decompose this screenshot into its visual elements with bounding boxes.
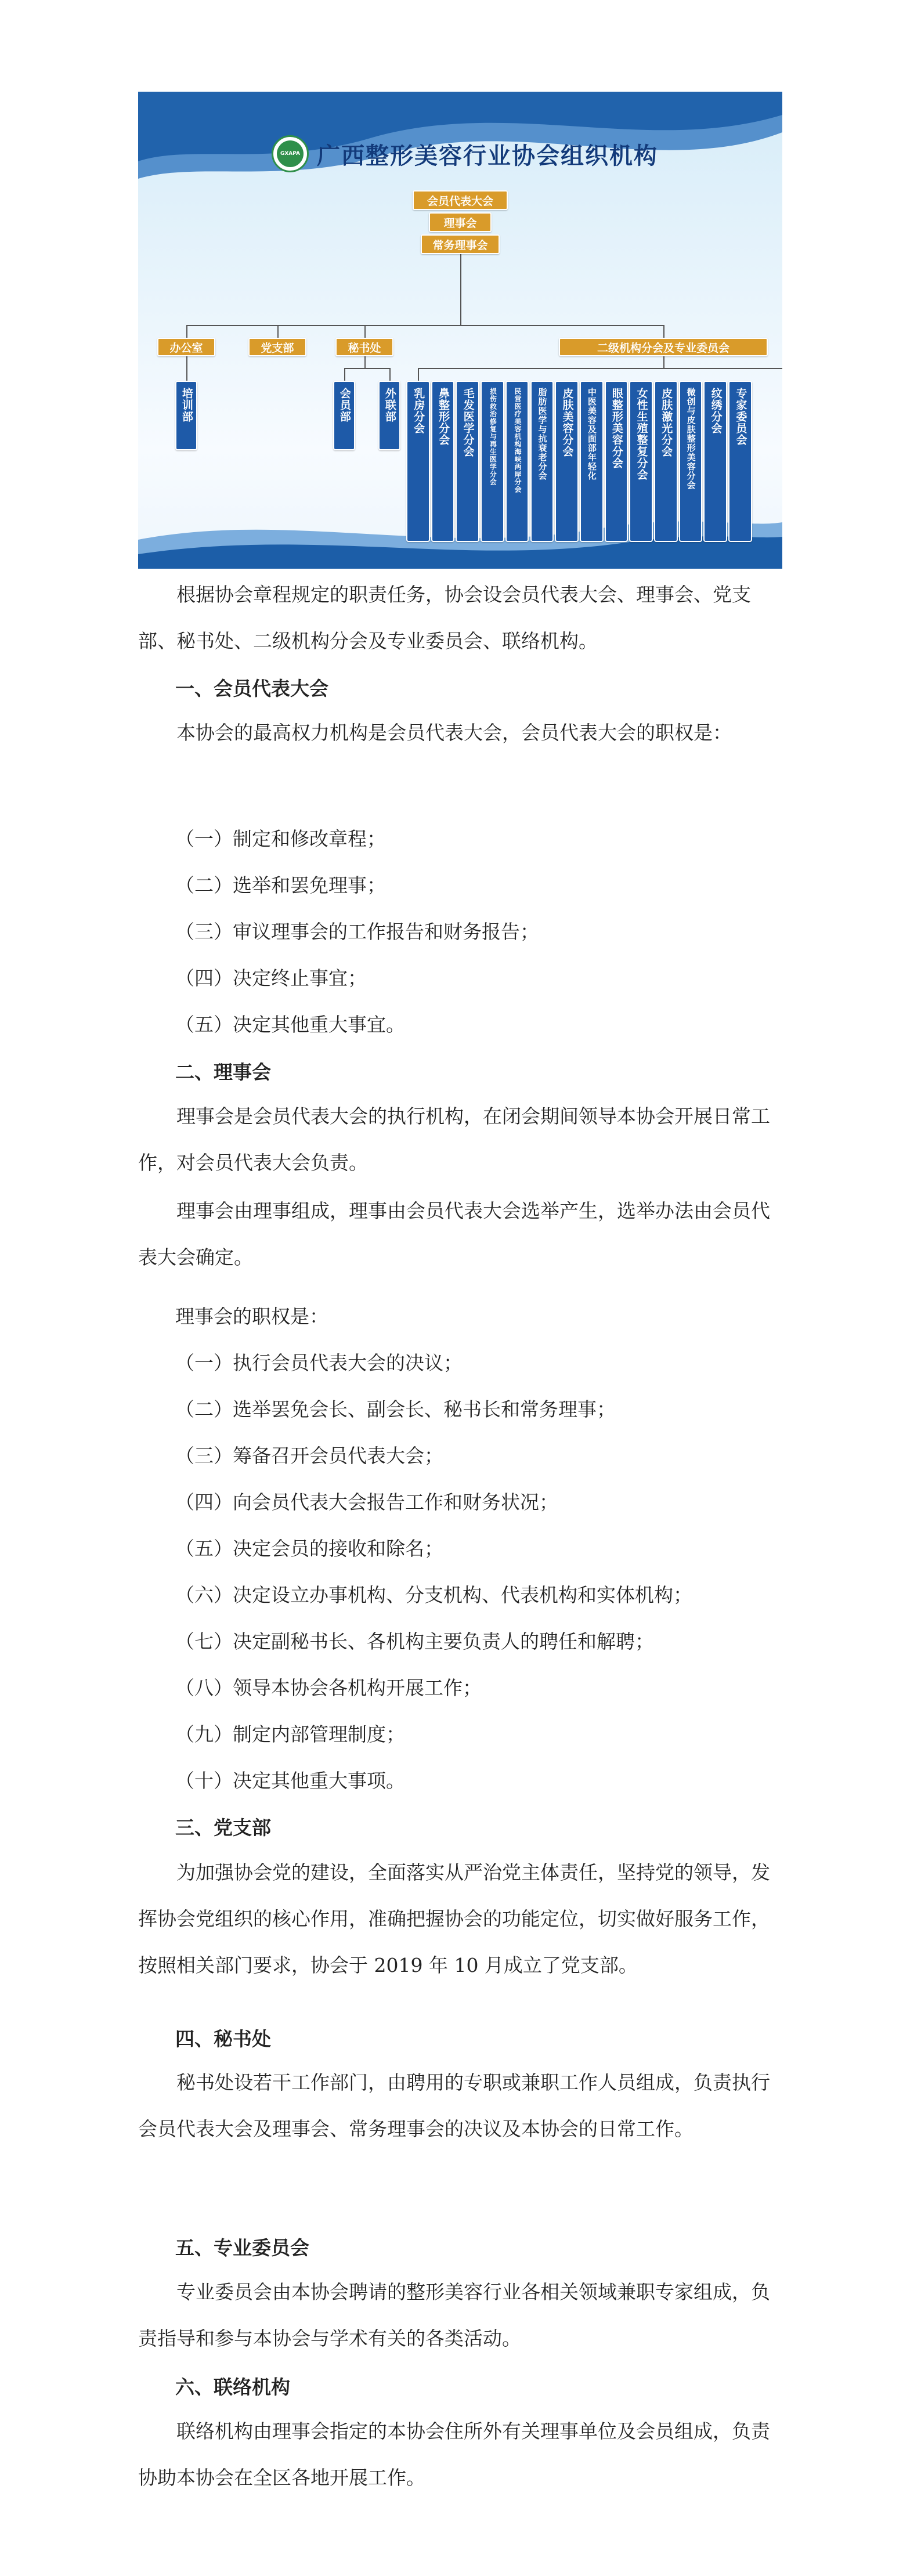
section-3-text: 为加强协会党的建设，全面落实从严治党主体责任，坚持党的领导，发挥协会党组织的核心作用，准确把握协会的功能定位，切实做好服务工作，按照相关部门要求，协会于 2019 年 10 月成立了党支部。 bbox=[138, 1861, 770, 1977]
node-secretariat: 秘书处 bbox=[335, 338, 393, 356]
section-1-text: 本协会的最高权力机构是会员代表大会，会员代表大会的职权是： bbox=[176, 721, 732, 744]
section-2-item: （九）制定内部管理制度； bbox=[175, 1723, 405, 1746]
section-2-item: （三）筹备召开会员代表大会； bbox=[175, 1444, 443, 1467]
section-2-item: （二）选举罢免会长、副会长、秘书长和常务理事； bbox=[175, 1398, 616, 1421]
branch-node: 民营医疗美容机构海峡两岸分会 bbox=[505, 381, 529, 542]
connector-line bbox=[418, 368, 419, 381]
section-1-item: （四）决定终止事宜； bbox=[175, 967, 367, 989]
section-1-item: （五）决定其他重大事宜。 bbox=[175, 1013, 405, 1036]
connector-line bbox=[663, 325, 664, 338]
branch-node: 脂肪医学与抗衰老分会 bbox=[530, 381, 554, 542]
section-6-text: 联络机构由理事会指定的本协会住所外有关理事单位及会员组成，负责协助本协会在全区各地开展工作。 bbox=[138, 2420, 770, 2489]
section-2-item: （五）决定会员的接收和除名； bbox=[175, 1537, 443, 1560]
section-4-text: 秘书处设若干工作部门，由聘用的专职或兼职工作人员组成，负责执行会员代表大会及理事会、常务理事会的决议及本协会的日常工作。 bbox=[138, 2071, 770, 2140]
section-2-item: （七）决定副秘书长、各机构主要负责人的聘任和解聘； bbox=[175, 1630, 654, 1653]
branch-node: 女性生殖整复分会 bbox=[629, 381, 653, 542]
section-6-heading: 六、联络机构 bbox=[175, 2376, 290, 2398]
node-council: 理事会 bbox=[429, 212, 492, 232]
section-2-item: （八）领导本协会各机构开展工作； bbox=[175, 1677, 482, 1699]
section-1-item: （三）审议理事会的工作报告和财务报告； bbox=[175, 920, 539, 943]
branch-node: 乳房分会 bbox=[406, 381, 430, 542]
node-general-assembly: 会员代表大会 bbox=[413, 190, 508, 210]
association-logo bbox=[272, 135, 309, 172]
section-2-item: （十）决定其他重大事项。 bbox=[175, 1769, 405, 1792]
chart-title: 广西整形美容行业协会组织机构 bbox=[317, 142, 658, 169]
node-branches-committees: 二级机构分会及专业委员会 bbox=[559, 338, 768, 356]
connector-line bbox=[186, 325, 187, 338]
connector-line bbox=[418, 368, 782, 369]
branch-node: 微创与皮肤整形美容分会 bbox=[679, 381, 703, 542]
connector-line bbox=[186, 356, 187, 381]
node-office: 办公室 bbox=[157, 338, 215, 356]
section-2-text-2: 理事会由理事组成，理事由会员代表大会选举产生，选举办法由会员代表大会确定。 bbox=[138, 1200, 770, 1269]
section-5-heading: 五、专业委员会 bbox=[175, 2237, 309, 2259]
section-2-item: （一）执行会员代表大会的决议； bbox=[175, 1352, 463, 1374]
connector-line bbox=[186, 325, 664, 326]
section-2-text-3: 理事会的职权是： bbox=[175, 1305, 328, 1328]
logo-text: GXAPA bbox=[277, 140, 304, 167]
section-2-item: （六）决定设立办事机构、分支机构、代表机构和实体机构； bbox=[175, 1584, 692, 1606]
branch-node: 损伤救治修复与再生医学分会 bbox=[481, 381, 504, 542]
section-3-heading: 三、党支部 bbox=[175, 1816, 271, 1839]
connector-line bbox=[460, 244, 461, 325]
branch-node: 皮肤激光分会 bbox=[654, 381, 678, 542]
connector-line bbox=[663, 356, 664, 368]
section-2-heading: 二、理事会 bbox=[175, 1061, 271, 1083]
node-external-dept: 外联部 bbox=[378, 381, 400, 450]
connector-line bbox=[344, 368, 391, 369]
connector-line bbox=[344, 368, 345, 381]
org-chart-banner bbox=[138, 92, 782, 569]
section-1-item: （一）制定和修改章程； bbox=[175, 828, 386, 850]
intro-paragraph: 根据协会章程规定的职责任务，协会设会员代表大会、理事会、党支部、秘书处、二级机构分会及专业委员会、联络机构。 bbox=[138, 583, 751, 652]
section-5-text: 专业委员会由本协会聘请的整形美容行业各相关领域兼职专家组成，负责指导和参与本协会与学术有关的各类活动。 bbox=[138, 2281, 770, 2350]
branch-node: 纹绣分会 bbox=[703, 381, 727, 542]
section-1-item: （二）选举和罢免理事； bbox=[175, 874, 386, 897]
branch-node: 眼整形美容分会 bbox=[605, 381, 629, 542]
branch-node: 鼻整形分会 bbox=[431, 381, 455, 542]
section-4-heading: 四、秘书处 bbox=[175, 2028, 271, 2050]
branch-node: 专家委员会 bbox=[728, 381, 752, 542]
connector-line bbox=[364, 325, 366, 338]
branch-node: 毛发医学分会 bbox=[456, 381, 479, 542]
section-2-text-1: 理事会是会员代表大会的执行机构，在闭会期间领导本协会开展日常工作，对会员代表大会负责。 bbox=[138, 1105, 770, 1174]
chart-title-group bbox=[272, 133, 658, 174]
branch-node: 中医美容及面部年轻化 bbox=[580, 381, 604, 542]
node-standing-council: 常务理事会 bbox=[421, 234, 500, 254]
connector-line bbox=[277, 325, 279, 338]
section-2-item: （四）向会员代表大会报告工作和财务状况； bbox=[175, 1491, 558, 1513]
node-training-dept: 培训部 bbox=[175, 381, 197, 450]
node-membership-dept: 会员部 bbox=[333, 381, 355, 450]
section-1-heading: 一、会员代表大会 bbox=[175, 677, 328, 700]
connector-line bbox=[389, 368, 391, 381]
branch-node: 皮肤美容分会 bbox=[555, 381, 579, 542]
connector-line bbox=[364, 356, 366, 369]
node-party-branch: 党支部 bbox=[248, 338, 306, 356]
